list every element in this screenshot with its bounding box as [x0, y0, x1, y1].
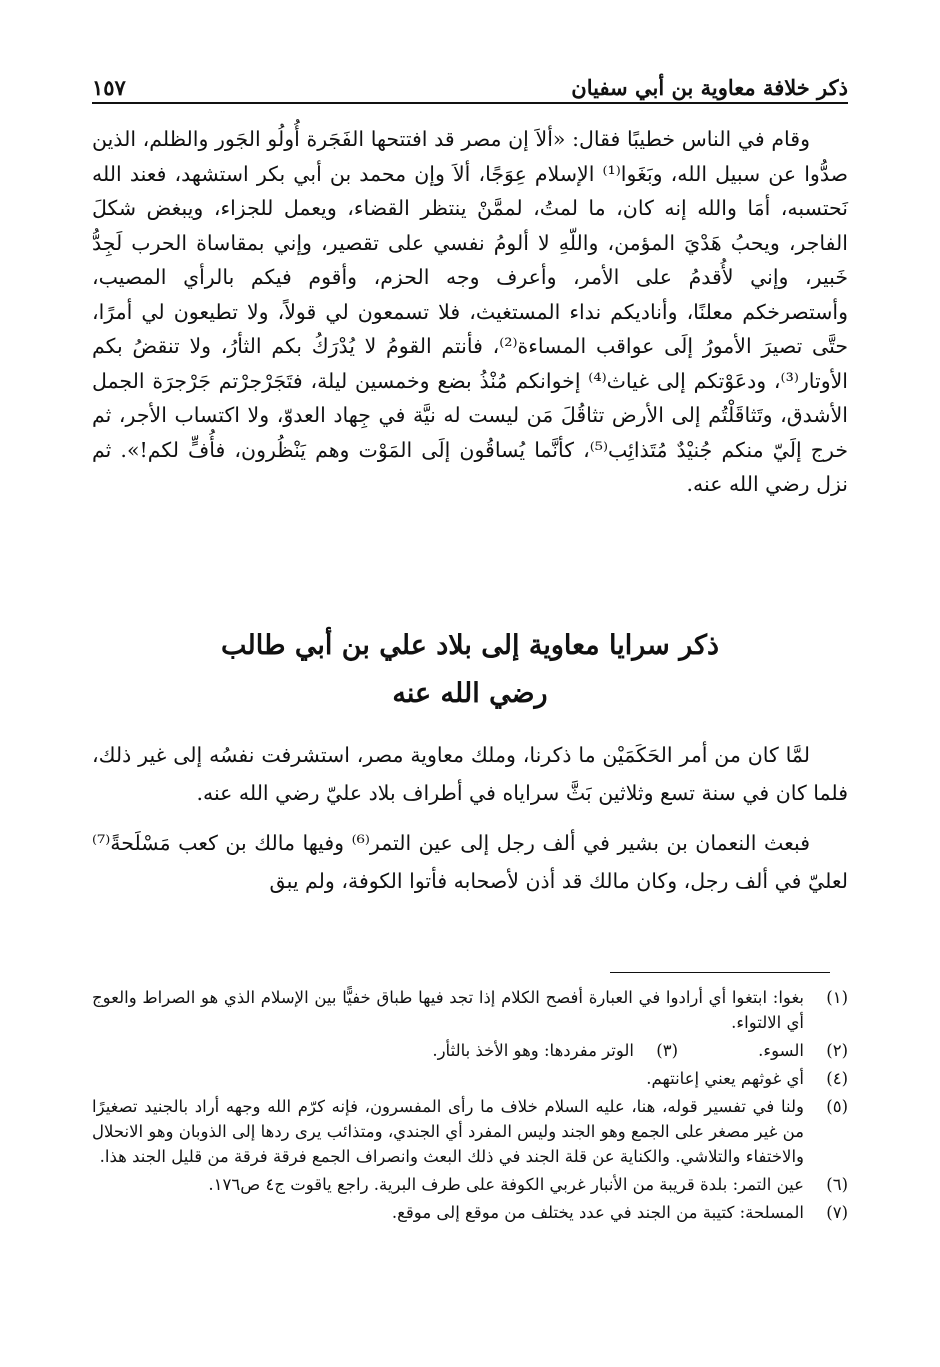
footnote-number: (٧): [826, 1203, 848, 1222]
section-heading-line-1: ذكر سرايا معاوية إلى بلاد علي بن أبي طالب: [221, 630, 719, 661]
footnote-2: [678, 1038, 848, 1063]
footnote-3: [432, 1038, 678, 1063]
footnote-text: عين التمر: بلدة قريبة من الأنبار غربي الكوفة على طرف البرية. راجع ياقوت ج٤ ص١٧٦.: [208, 1175, 804, 1194]
page-number: ١٥٧: [92, 75, 126, 100]
section-heading-line-2: رضي الله عنه: [392, 678, 548, 709]
footnote-text: السوء.: [758, 1041, 804, 1060]
footnote-number: (٥): [826, 1097, 848, 1116]
footnote-text: أي غوثهم يعني إعانتهم.: [646, 1069, 804, 1088]
footnote-number: (٤): [826, 1069, 848, 1088]
footnote-text: ولنا في تفسير قوله، هنا، عليه السلام خلاف ما رأى المفسرون، فإنه كرّم الله وجهه أراد بالجنيد تصغيرًا من غير مصغر على الجمع وهو الجند وليس المفرد أي الجندي، ومتذائب يرى ردها إلى الذوبان وهو الانحلال والاختفاء والتلاشي. والكناية عن قلة الجند في ذلك البعث وانصراف الجمع فرقة فرقة من قليل الجند هذا.: [92, 1097, 804, 1166]
footnote-number: (٦): [826, 1175, 848, 1194]
footnote-text: بغوا: ابتغوا أي أرادوا في العبارة أفصح الكلام إذا تجد فيها طباق خفيًّا بين الإسلام الذي هو الصراط والعوج أي الالتواء.: [92, 988, 804, 1032]
page-header: [92, 62, 848, 104]
footnote-text: المسلحة: كتيبة من الجند في عدد يختلف من موقع إلى موقع.: [391, 1203, 804, 1222]
footnote-4: [92, 1066, 848, 1091]
footnote-number: (١): [826, 988, 848, 1007]
footnotes: [92, 985, 848, 1228]
footnote-1: [92, 985, 848, 1035]
footnote-5: [92, 1094, 848, 1169]
running-title: ذكر خلافة معاوية بن أبي سفيان: [571, 75, 848, 100]
footnote-number: (٢): [826, 1041, 848, 1060]
section-paragraph-2: فبعث النعمان بن بشير في ألف رجل إلى عين التمر⁽⁶⁾ وفيها مالك بن كعب مَسْلَحةً⁽⁷⁾ لعليّ في ألف رجل، وكان مالك قد أذن لأصحابه فأتوا الكوفة، ولم يبق: [92, 831, 848, 893]
footnote-number: (٣): [656, 1041, 678, 1060]
section-heading: [92, 622, 848, 718]
footnote-7: [92, 1200, 848, 1225]
footnote-separator: [610, 972, 830, 973]
section-paragraph-1: لمَّا كان من أمر الحَكَمَيْن ما ذكرنا، وملك معاوية مصر، استشرفت نفسُه إلى غير ذلك، فلما كان في سنة تسع وثلاثين بَثَّ سراياه في أطراف بلاد عليّ رضي الله عنه.: [92, 743, 848, 805]
main-text: [92, 122, 848, 502]
body-paragraph: وقام في الناس خطيبًا فقال: «ألاَ إن مصر قد افتتحها الفَجَرة أُولُو الجَور والظلم، الذين صدُّوا عن سبيل الله، وبَغَوا⁽¹⁾ الإسلام عِوَجًا، ألاَ وإن محمد بن أبي بكر استشهد، فعند الله نَحتسبه، أمَا والله إنه كان، ما لمتُ، لممَّنْ ينتظر القضاء، ويعمل للجزاء، ويبغض شكلَ الفاجر، ويحبُ هَدْيَ المؤمن، واللّهِ لا ألومُ نفسي على تقصير، وإني بمقاساة الحرب لَجِدُّ خَبير، وإني لأُقدمُ على الأمر، وأعرف وجه الحزم، وأقوم فيكم بالرأي المصيب، وأستصرخكم معلنًا، وأناديكم نداء المستغيث، فلا تسمعون لي قولاً، ولا تطيعون لي أمرًا، حتَّى تصيرَ الأمورُ إلَى عواقب المساءة⁽²⁾، فأنتم القومُ لا يُدْرَكُ بكم الثأرُ، ولا تنقضُ بكم الأوتار⁽³⁾، ودعَوْتكم إلى غياث⁽⁴⁾ إخوانكم مُنْذُ بضع وخمسين ليلة، فتَجَرْجرْتم جَرْجرَة الجمل الأشدق، وتَثاقَلْتُم إلى الأرض تثاقُلَ مَن ليست له نيَّة في جِهاد العدوّ، ولا اكتساب الأجر، ثم خرج إلَيّ منكم جُنيْدٌ مُتَذائِب⁽⁵⁾، كأنَّما يُساقُون إلَى المَوْت وهم يَنْظُرون، فأُفٍّ لكم!». ثم نزل رضي الله عنه.: [92, 127, 849, 496]
section-text: [92, 736, 848, 900]
footnote-6: [92, 1172, 848, 1197]
footnote-2-3: [92, 1038, 848, 1063]
footnote-text: الوتر مفردها: وهو الأخذ بالثأر.: [432, 1041, 634, 1060]
